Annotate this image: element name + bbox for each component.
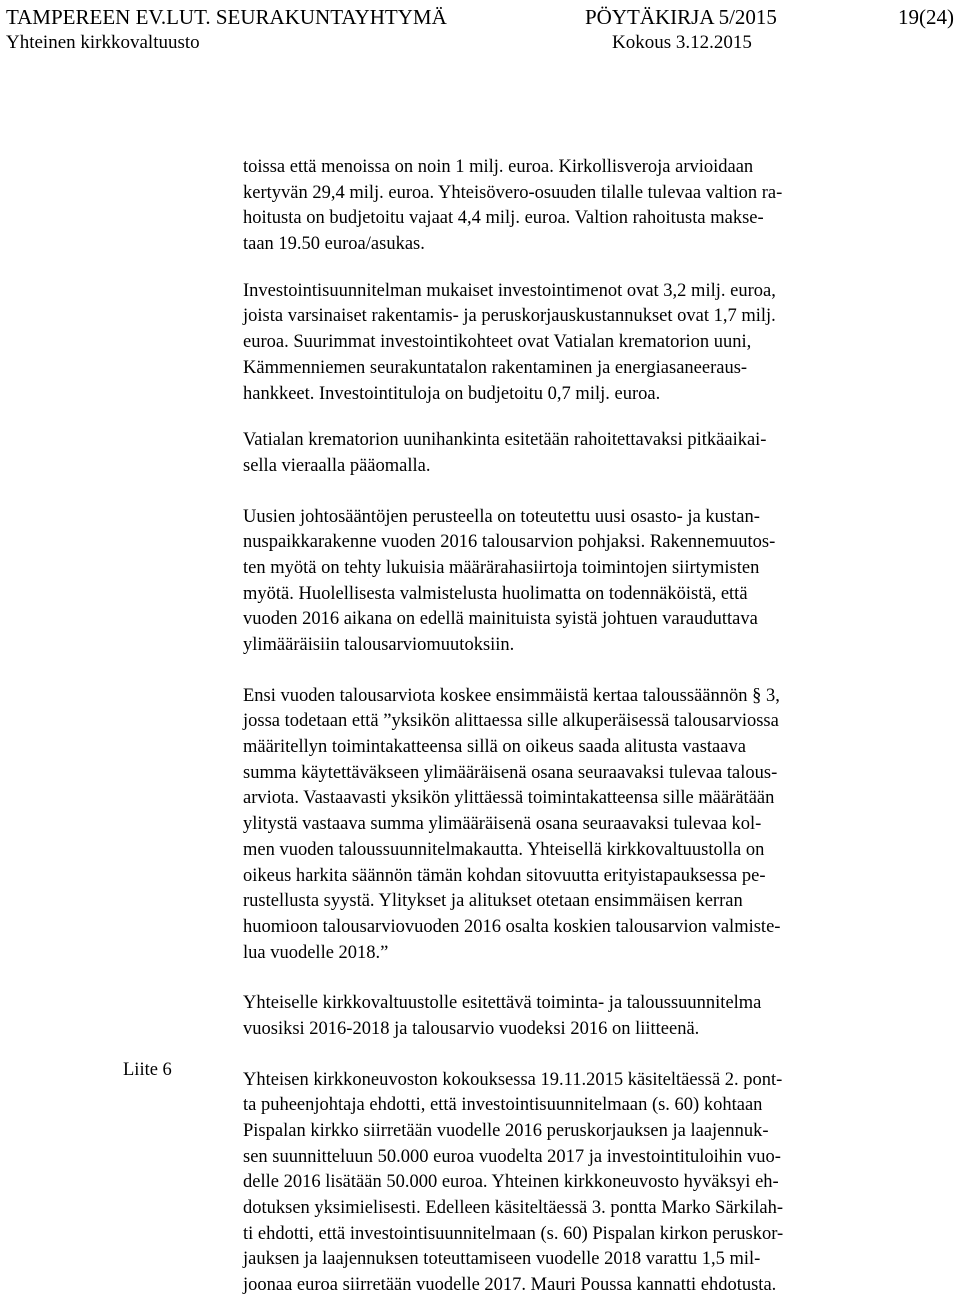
text-line: vuosiksi 2016-2018 ja talousarvio vuodeksi 2016 on liitteenä. [243,1018,700,1039]
paragraph-attachment [243,991,903,1042]
paragraph-structure-changes [243,505,903,659]
paragraph-budget-income [243,155,903,258]
page-header [6,4,954,56]
paragraph-crematorium [243,428,903,479]
text-line: myötä. Huolellisesta valmistelusta huolimatta on todennäköistä, että [243,583,748,604]
text-line: men vuoden taloussuunnitelmakautta. Yhteisellä kirkkovaltuustolla on [243,839,765,860]
text-line: joonaa euroa siirretään vuodelle 2017. Mauri Poussa kannatti ehdotusta. [243,1275,777,1296]
text-line: delle 2016 lisätään 50.000 euroa. Yhteinen kirkkoneuvosto hyväksyi eh- [243,1172,779,1193]
text-line: jossa todetaan että ”yksikön alittaessa sille alkuperäisessä talousarviossa [243,711,779,732]
paragraph-investments [243,279,903,407]
header-row-top [6,4,954,30]
text-line: rustellusta syystä. Ylitykset ja alitukset otetaan ensimmäisen kerran [243,891,743,912]
text-line: summa käytettäväkseen ylimääräisenä osana seuraavaksi tulevaa talous- [243,762,778,783]
text-line: ti ehdotti, että investointisuunnitelmaan (s. 60) Pispalan kirkon peruskor- [243,1223,784,1244]
attachment-label: Liite 6 [123,1060,172,1080]
paragraph-spacer [243,1043,903,1068]
text-line: ylimääräisiin talousarviomuutoksiin. [243,635,515,655]
meeting-date: Kokous 3.12.2015 [612,32,752,53]
text-line: ylitystä vastaava summa ylimääräisenä osana seuraavaksi tulevaa kol- [243,814,762,835]
text-line: lua vuodelle 2018.” [243,942,389,963]
document-title: PÖYTÄKIRJA 5/2015 [585,5,777,29]
text-line: hoitusta on budjetoitu vajaat 4,4 milj. euroa. Valtion rahoitusta makse- [243,208,764,229]
page-number: 19(24) [898,5,954,29]
paragraph-spacer [243,966,903,991]
paragraph-spacer [243,407,903,428]
text-line: vuoden 2016 aikana on edellä mainituista syistä johtuen varauduttava [243,609,758,630]
text-line: arviota. Vastaavasti yksikön ylittäessä toimintakatteensa sille määrätään [243,788,775,809]
text-line: toissa että menoissa on noin 1 milj. euroa. Kirkollisveroja arvioidaan [243,157,754,177]
text-line: Kämmenniemen seurakuntatalon rakentaminen ja energiasaneeraus- [243,357,748,378]
paragraph-spacer [243,258,903,279]
text-line: kertyvän 29,4 milj. euroa. Yhteisövero-osuuden tilalle tulevaa valtion ra- [243,182,783,203]
paragraph-council-meeting [243,1068,903,1299]
governing-body: Yhteinen kirkkovaltuusto [6,32,200,53]
text-line: dotuksen yksimielisesti. Edelleen käsiteltäessä 3. pontta Marko Särkilah- [243,1198,783,1219]
text-line: ten myötä on tehty lukuisia määrärahasiirtoja toimintojen siirtymisten [243,557,760,578]
paragraph-spacer [243,480,903,505]
paragraph-spacer [243,659,903,684]
text-line: jauksen ja laajennuksen toteuttamiseen vuodelle 2018 varattu 1,5 mil- [243,1249,761,1270]
text-line: oikeus harkita säännön tämän kohdan sitovuutta erityistapauksessa pe- [243,865,766,886]
text-line: Uusien johtosääntöjen perusteella on toteutettu uusi osasto- ja kustan- [243,506,760,527]
text-line: huomioon talousarviovuoden 2016 osalta koskien talousarvion valmiste- [243,916,781,937]
text-line: hankkeet. Investointituloja on budjetoitu 0,7 milj. euroa. [243,383,661,404]
text-line: euroa. Suurimmat investointikohteet ovat Vatialan krematorion uuni, [243,332,752,353]
header-row-bottom [6,30,954,56]
text-line: Yhteisen kirkkoneuvoston kokouksessa 19.11.2015 käsiteltäessä 2. pont- [243,1069,783,1090]
text-line: sen suunnitteluun 50.000 euroa vuodelta 2017 ja investointituloihin vuo- [243,1146,781,1167]
text-line: Yhteiselle kirkkovaltuustolle esitettävä toiminta- ja taloussuunnitelma [243,993,762,1014]
text-line: määritellyn toimintakatteensa sillä on oikeus saada alitusta vastaava [243,737,746,758]
organization-name: TAMPEREEN EV.LUT. SEURAKUNTAYHTYMÄ [6,5,447,29]
text-line: Investointisuunnitelman mukaiset investointimenot ovat 3,2 milj. euroa, [243,280,776,301]
text-line: Ensi vuoden talousarviota koskee ensimmäistä kertaa taloussäännön § 3, [243,685,780,706]
document-body [243,155,903,1299]
text-line: Pispalan kirkko siirretään vuodelle 2016 peruskorjauksen ja laajennuk- [243,1121,769,1141]
text-line: ta puheenjohtaja ehdotti, että investointisuunnitelmaan (s. 60) kohtaan [243,1095,763,1116]
text-line: taan 19.50 euroa/asukas. [243,234,425,255]
text-line: joista varsinaiset rakentamis- ja peruskorjauskustannukset ovat 1,7 milj. [243,306,776,327]
text-line: Vatialan krematorion uunihankinta esitetään rahoitettavaksi pitkäaikai- [243,430,767,451]
text-line: sella vieraalla pääomalla. [243,455,431,476]
text-line: nuspaikkarakenne vuoden 2016 talousarvion pohjaksi. Rakennemuutos- [243,532,776,553]
paragraph-financial-rule [243,684,903,967]
